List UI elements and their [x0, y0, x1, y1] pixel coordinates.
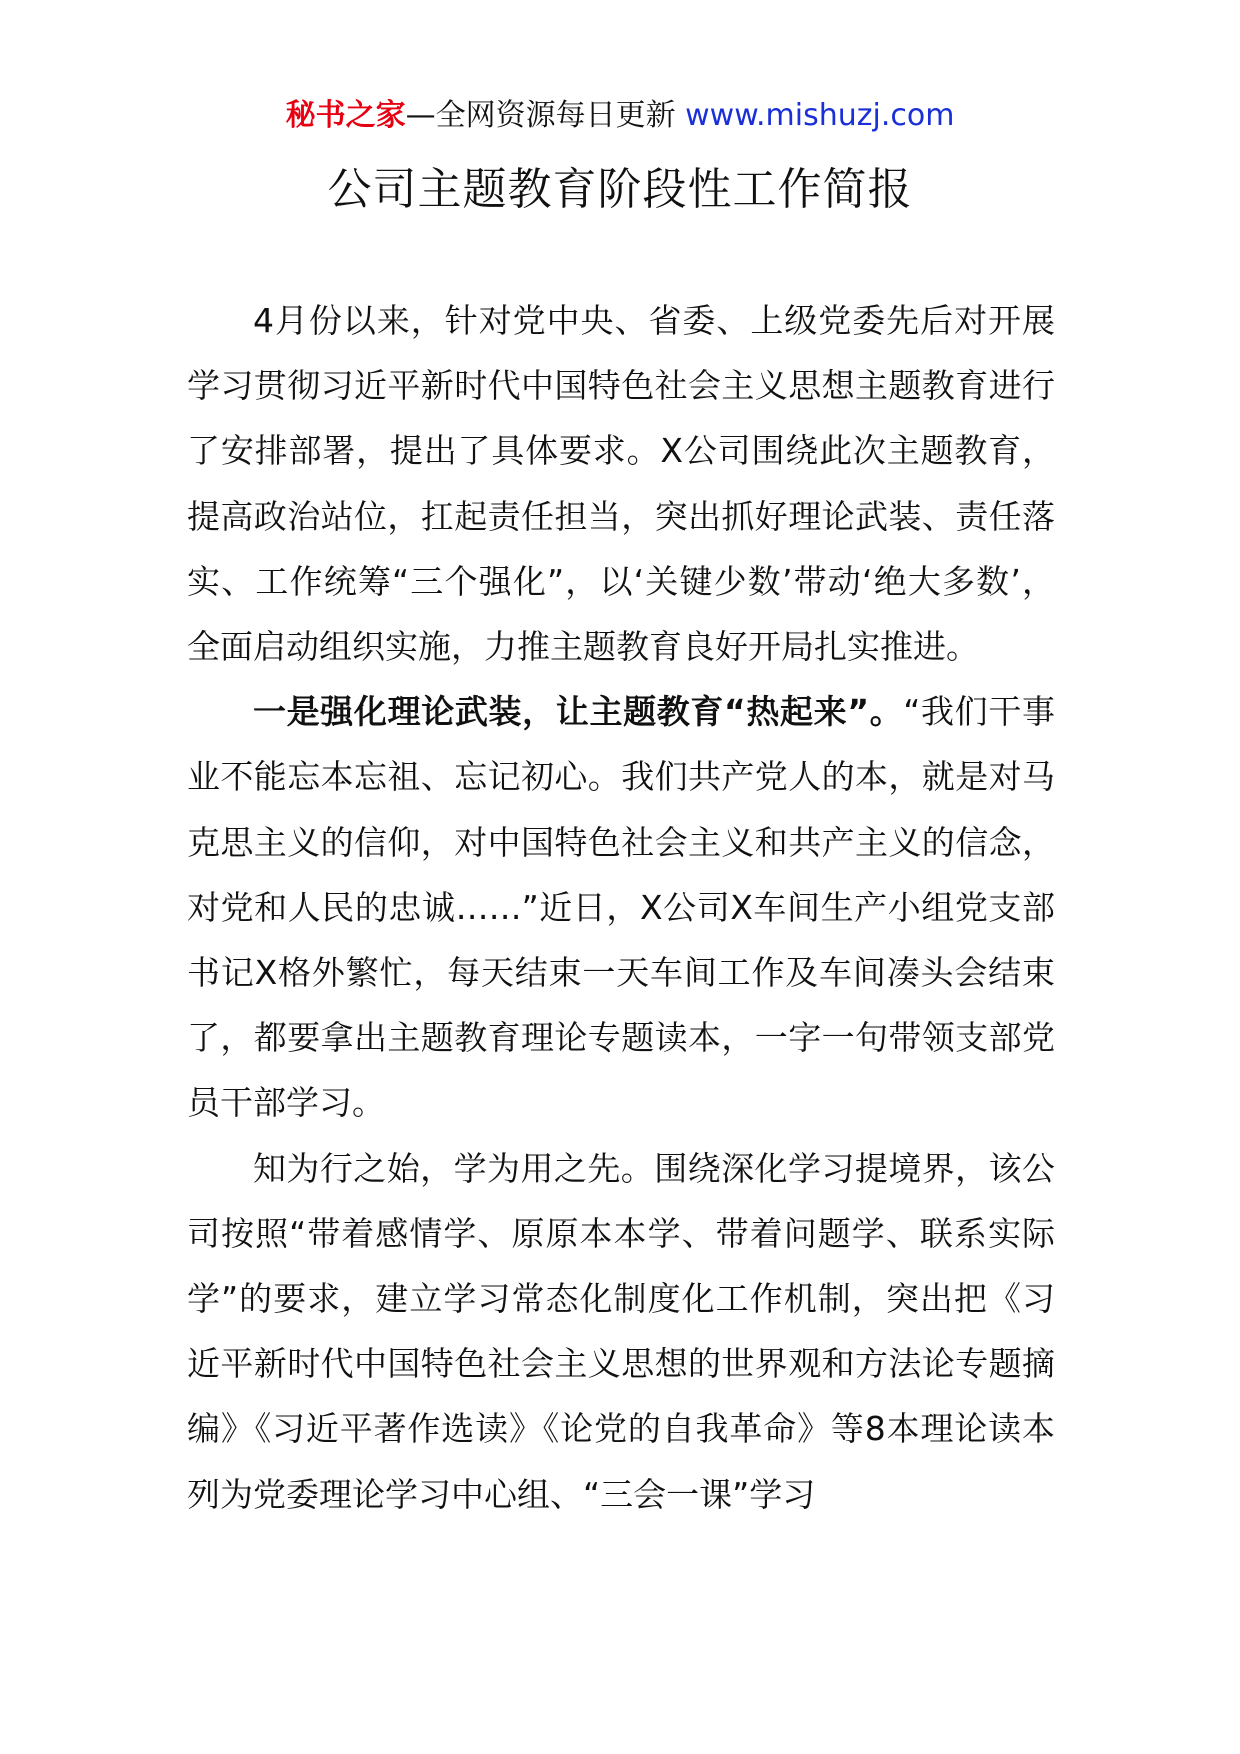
paragraph-2: [187, 679, 1055, 1135]
paragraph-2-lead: 一是强化理论武装，让主题教育“热起来”。: [253, 692, 904, 732]
paragraph-3: [187, 1136, 1055, 1527]
paragraph-2-text: “我们干事业不能忘本忘祖、忘记初心。我们共产党人的本，就是对马克思主义的信仰，对中国特色社会主义和共产主义的信念，对党和人民的忠诚……”近日，X公司X车间生产小组党支部书记X格外繁忙，每天结束一天车间工作及车间凑头会结束了，都要拿出主题教育理论专题读本，一字一句带领支部党员干部学习。: [187, 692, 1055, 1123]
site-url-link[interactable]: www.mishuzj.com: [685, 98, 955, 133]
site-header: [0, 96, 1240, 136]
paragraph-1: [187, 288, 1055, 679]
header-tagline: —全网资源每日更新: [405, 98, 676, 133]
paragraph-3-text: 知为行之始，学为用之先。围绕深化学习提境界，该公司按照“带着感情学、原原本本学、带着问题学、联系实际学”的要求，建立学习常态化制度化工作机制，突出把《习近平新时代中国特色社会主义思想的世界观和方法论专题摘编》《习近平著作选读》《论党的自我革命》等8本理论读本列为党委理论学习中心组、“三会一课”学习: [187, 1148, 1055, 1514]
document-body: [187, 288, 1055, 1527]
brand-name: 秘书之家: [285, 98, 406, 133]
paragraph-1-text: 4月份以来，针对党中央、省委、上级党委先后对开展学习贯彻习近平新时代中国特色社会主义思想主题教育进行了安排部署，提出了具体要求。X公司围绕此次主题教育，提高政治站位，扛起责任担当，突出抓好理论武装、责任落实、工作统筹“三个强化”，以‘关键少数’带动‘绝大多数’，全面启动组织实施，力推主题教育良好开局扎实推进。: [187, 301, 1055, 667]
document-title: 公司主题教育阶段性工作简报: [327, 164, 913, 215]
